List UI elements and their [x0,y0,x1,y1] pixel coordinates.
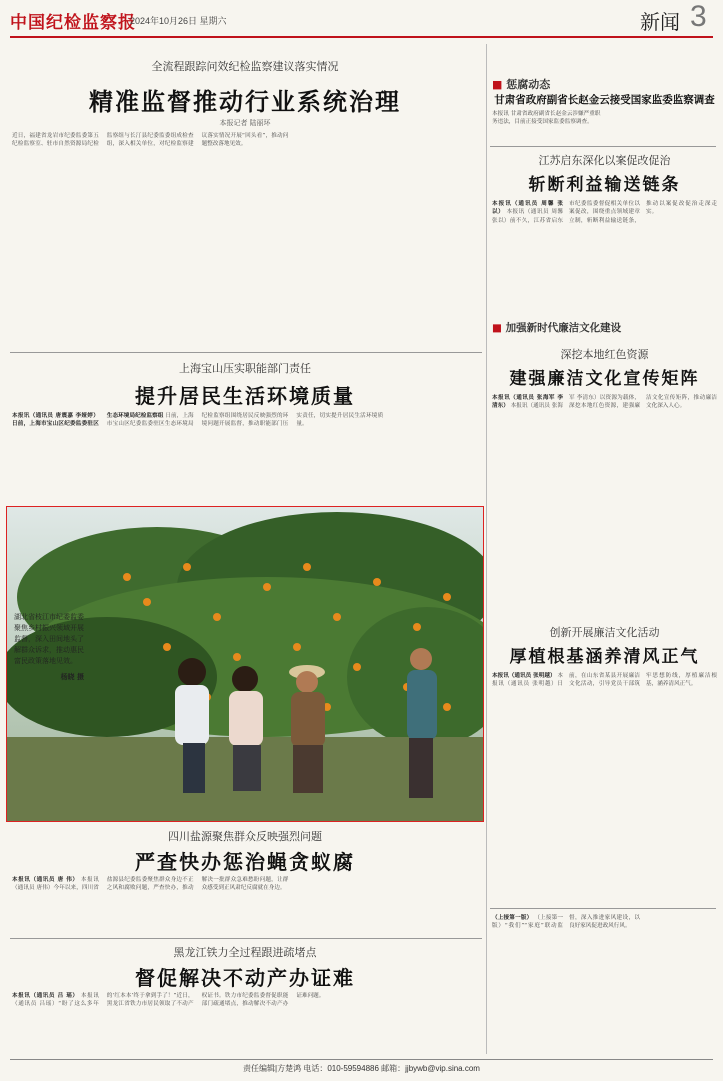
side-jiangsu-lead: 本报讯（通讯员 周馨 张以） [492,201,563,216]
footer-contact: 责任编辑|方楚鸿 电话：010-59594886 邮箱：jjbywb@vip.sina.com [243,1064,480,1073]
photo-credit: 杨晓 摄 [60,672,84,681]
side-gansu-body [492,110,717,140]
main-headline: 精准监督推动行业系统治理 [89,87,401,116]
heilongjiang-lead: 本报讯（通讯员 吕 瑶） [12,993,79,999]
section-marker-icon: ■ [492,322,502,334]
side-gansu-text: 本报讯 甘肃省政府副省长赵金云涉嫌严重职务违法，目前正接受国家监委监察调查。 [492,111,601,126]
side-section-label [492,320,717,335]
sichuan-article-text: 本报讯（通讯员 唐伟）今年以来，四川省盐源县纪委监委聚焦群众身边不正之风和腐败问题，严查快办，推动解决一批群众急难愁盼问题，让群众感受到正风肃纪反腐就在身边。 [12,877,289,892]
side-gansu-label-text: 惩腐动态 [506,78,551,91]
footer-rule [10,1059,713,1060]
side-gansu-headline: 甘肃省政府副省长赵金云接受国家监委监察调查 [494,94,715,106]
side-shenzhen-text: 本报讯（通讯员 张海军 李清东）以资源为载体，深挖本地红色资源，建强廉洁文化宣传矩阵，推动廉洁文化深入人心。 [510,395,717,410]
side-jiangsu-body [492,200,717,312]
sichuan-kicker: 四川盐源聚焦群众反映强烈问题 [168,830,322,843]
side-jiangsu-text: 本报讯（通讯员 周馨 张以）前不久，江苏省启东市纪委监委督促相关单位以案促改，围绕重点领域建章立制，斩断利益输送链条，推动以案促改促治走深走实。 [492,201,717,224]
side-shenzhen-headline: 建强廉洁文化宣传矩阵 [509,369,700,389]
main-article-text: 近日，福建省龙岩市纪委监委第五纪检监察室、驻市自然资源局纪检监察组与长汀县纪委监委组成检查组，深入相关单位，对纪检监察建议落实情况开展“回头看”，推动问题整改落地见效。 [12,133,289,148]
side-jiangsu-kicker: 江苏启东深化以案促改促治 [538,154,671,167]
divider [490,146,716,147]
divider [10,352,482,353]
sichuan-article-body [12,876,478,934]
side-fengqi-body [492,672,717,904]
side-jiangsu-headline: 斩断利益输送链条 [528,175,681,195]
masthead-rule [10,36,713,38]
heilongjiang-article-text: 本报讯（通讯员 吕瑶）“盼了这么多年的‘红本本’终于拿到手了！”近日，黑龙江省铁力市居民领取了不动产权证书。铁力市纪委监委督促职能部门疏通堵点，推动解决不动产办证难问题。 [12,993,325,1008]
side-bottom-text: （上接第一版）“我们”“家庭”联动监督，深入推进家风建设，以良好家风促进政风行风。 [492,915,640,930]
side-shenzhen-kicker: 深挖本地红色资源 [560,348,649,361]
issue-date: 2024年10月26日 星期六 [130,16,227,26]
side-fengqi-kicker: 创新开展廉洁文化活动 [549,626,660,639]
side-fengqi-text: 本报讯（通讯员 张明越）日前，在山东省某县开展廉洁文化活动，引导党员干部筑牢思想防线，厚植廉洁根基，涵养清风正气。 [492,673,717,688]
photo-caption [14,612,84,682]
divider [10,938,482,939]
heilongjiang-article-body [12,992,478,1054]
newspaper-logo: 中国纪检监察报 [10,13,136,33]
side-fengqi-headline: 厚植根基涵养清风正气 [509,647,700,667]
column-divider [486,44,487,1054]
main-article-body [12,132,478,350]
side-bottom-lead: （上接第一版） [492,915,533,921]
shanghai-headline: 提升居民生活环境质量 [135,384,355,408]
section-marker-icon: ■ [492,78,503,91]
sichuan-lead: 本报讯（通讯员 唐 伟） [12,877,79,883]
side-shenzhen-body [492,394,717,616]
main-byline: 本报记者 陆丽环 [219,120,271,127]
page-number: 3 [690,0,707,33]
side-fengqi-lead: 本报讯（通讯员 张明越） [492,673,556,679]
shanghai-article-text: 日前，上海市宝山区纪委监委驻区生态环境局纪检监察组围绕居民反映强烈的环境问题开展监督，推动职能部门压实责任，切实提升居民生活环境质量。 [106,413,384,428]
section-title: 新闻 [640,10,680,34]
shanghai-kicker: 上海宝山压实职能部门责任 [179,362,311,375]
sichuan-headline: 严查快办惩治蝇贪蚁腐 [135,850,355,874]
shanghai-article-body [12,412,478,502]
photo-caption-text: 湖北省枝江市纪委监委聚焦乡村振兴领域开展监督，深入田间地头了解群众诉求，推动惠民富民政策落地见效。 [14,613,84,665]
side-gansu-label [492,76,717,92]
side-bottom-body [492,914,717,1054]
side-shenzhen-lead: 本报讯（通讯员 张海军 李清东） [492,395,563,410]
main-kicker: 全流程跟踪问效纪检监察建议落实情况 [151,60,339,73]
heilongjiang-headline: 督促解决不动产办证难 [135,966,355,990]
divider [490,908,716,909]
heilongjiang-kicker: 黑龙江铁力全过程跟进疏堵点 [173,946,317,959]
side-section-label-text: 加强新时代廉洁文化建设 [505,322,622,334]
masthead [0,0,723,40]
shanghai-lead: 本报讯（通讯员 唐震嘉 李娅婷）日前，上海市宝山区纪委监委驻区生态环境局纪检监察组 [12,413,164,428]
